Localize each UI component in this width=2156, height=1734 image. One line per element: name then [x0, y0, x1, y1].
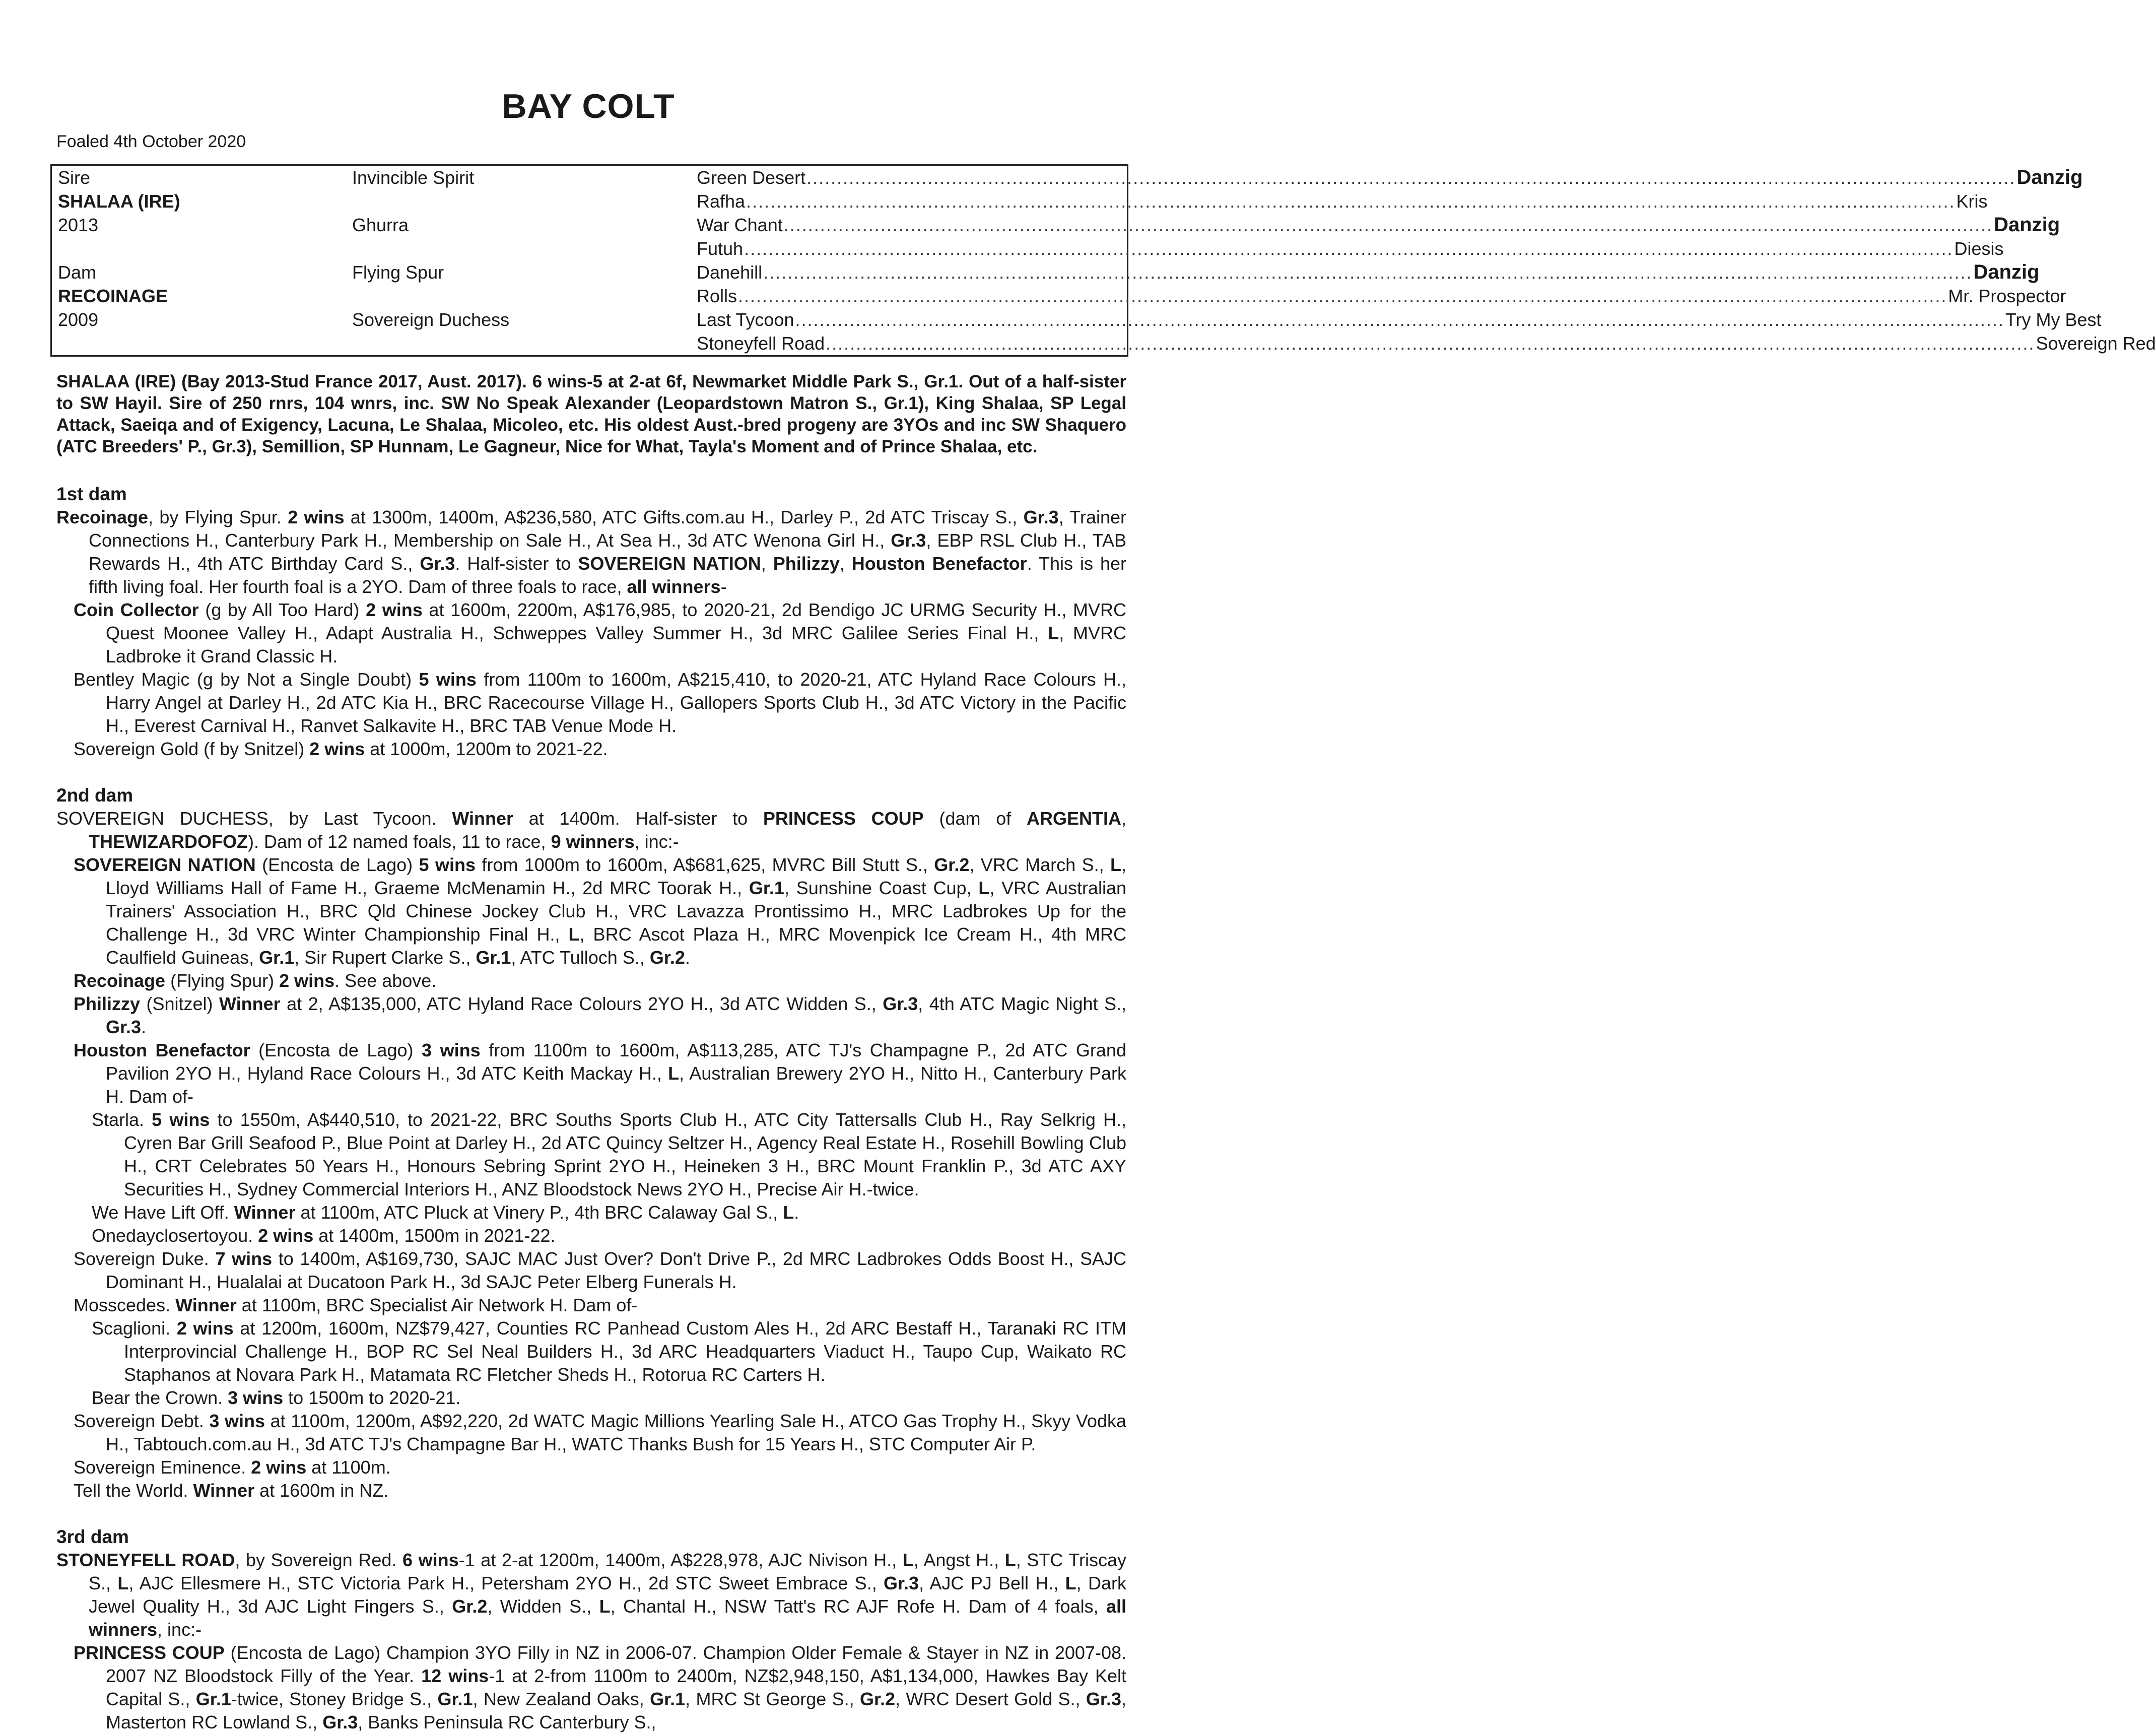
section-heading: 2nd dam: [56, 785, 133, 806]
ancestor-name: Green Desert: [697, 167, 806, 188]
text-run: SHALAA (IRE) (Bay 2013-Stud France 2017, Aust. 2017). 6 wins-5 at 2-at 6f, Newmarket Middle Park S., Gr.1. Out of a half-sister to SW Hayil. Sire of 250 rnrs, 104 wnrs, inc. SW No Speak Alexander (Leopardstown Matron S., Gr.1), King Shalaa, SP Legal Attack, Saeiqa and of Exigency, Lacuna, Le Shalaa, Micoleo, etc. His oldest Aust.-bred progeny are 3YOs and inc SW Shaquero (ATC Breeders' P., Gr.3), Semillion, SP Hunnam, Le Gagneur, Nice for What, Tayla's Moment and of Prince Shalaa, etc.: [56, 372, 1126, 456]
text-run: ). Dam of 12 named foals, 11 to race,: [247, 831, 551, 852]
foaling-date: Foaled 4th October 2020: [56, 132, 246, 151]
text-run: STONEYFELL ROAD: [56, 1550, 235, 1570]
text-run: Scaglioni.: [92, 1318, 177, 1339]
pedigree-gen1-cell: 2009: [58, 309, 99, 330]
progeny-entry: [92, 1386, 1126, 1410]
text-run: at 1600m, 2200m, A$176,985, to 2020-21, 2d Bendigo JC URMG Security H., MVRC Quest Moonee Valley H., Adapt Australia H., Schweppes Valley Summer H., 3d MRC Galilee Series Final H.,: [106, 599, 1126, 643]
text-run: (Encosta de Lago): [255, 854, 419, 875]
text-run: Gr.1: [437, 1689, 473, 1709]
text-run: L: [1004, 1550, 1016, 1570]
text-run: SOVEREIGN DUCHESS, by Last Tycoon.: [56, 808, 452, 829]
text-run: 2 wins: [288, 507, 345, 527]
text-run: Winner: [175, 1295, 237, 1315]
text-run: Gr.1: [749, 878, 784, 898]
text-run: (g by All Too Hard): [198, 599, 366, 620]
section-heading: 3rd dam: [56, 1526, 129, 1547]
text-run: -1 at 2-from 1100m to 2400m, NZ$2,948,150, A$1,134,000, Hawkes Bay Kelt Capital S.,: [106, 1665, 1127, 1709]
text-run: . This is her fifth living foal. Her fourth foal is a 2YO. Dam of three foals to race,: [89, 553, 1127, 597]
text-run: Gr.3: [891, 530, 926, 551]
ancestor-name: Last Tycoon: [697, 309, 794, 330]
text-run: , STC Triscay S.,: [89, 1550, 1126, 1593]
progeny-entry: [74, 1247, 1126, 1294]
pedigree-row: [51, 284, 1128, 308]
text-run: Philizzy: [773, 553, 840, 574]
text-run: , WRC Desert Gold S.,: [895, 1689, 1086, 1709]
ancestor-name: Rafha: [697, 191, 746, 212]
pedigree-gen3-cell: [691, 308, 2102, 331]
pedigree-gen1-cell: RECOINAGE: [58, 286, 168, 306]
ancestor-sire: Try My Best: [2005, 309, 2102, 330]
dam-entry: [56, 807, 1126, 853]
pedigree-table-body: [51, 165, 2156, 356]
text-run: at 1100m, ATC Pluck at Vinery P., 4th BRC Calaway Gal S.,: [295, 1202, 783, 1223]
pedigree-gen1-cell: 2013: [58, 215, 99, 235]
text-run: at 1000m, 1200m to 2021-22.: [365, 739, 608, 759]
text-run: (Flying Spur): [165, 970, 280, 991]
text-run: 2 wins: [309, 739, 365, 759]
text-run: L: [599, 1596, 611, 1617]
text-run: PRINCESS COUP: [74, 1642, 225, 1663]
text-run: .: [794, 1202, 799, 1223]
text-run: Winner: [452, 808, 513, 829]
text-run: at 1400m. Half-sister to: [513, 808, 763, 829]
text-run: ARGENTIA: [1027, 808, 1121, 829]
ancestor-name: War Chant: [697, 215, 783, 235]
pedigree-details: [56, 371, 1126, 1734]
text-run: from 1100m to 1600m, A$113,285, ATC TJ's Champagne P., 2d ATC Grand Pavilion 2YO H., Hyland Race Colours H., 3d ATC Keith Mackay H.,: [106, 1040, 1126, 1084]
text-run: , Sunshine Coast Cup,: [784, 878, 979, 898]
text-run: Gr.2: [452, 1596, 488, 1617]
pedigree-gen3-cell: [691, 237, 2004, 260]
ancestor-sire: Diesis: [1954, 238, 2004, 259]
text-run: THEWIZARDOFOZ: [89, 831, 248, 852]
text-run: , AJC Ellesmere H., STC Victoria Park H., Petersham 2YO H., 2d STC Sweet Embrace S.,: [128, 1573, 884, 1593]
pedigree-gen2-cell: Flying Spur: [352, 262, 444, 283]
text-run: at 1600m in NZ.: [254, 1480, 389, 1501]
text-run: Gr.1: [476, 947, 511, 968]
pedigree-gen1-cell: SHALAA (IRE): [58, 191, 180, 212]
text-run: , MVRC Ladbroke it Grand Classic H.: [106, 623, 1126, 666]
text-run: , Masterton RC Lowland S.,: [106, 1689, 1126, 1732]
leader-dots: ........................................................................................................................................................................................................: [806, 167, 2016, 188]
leader-dots: ........................................................................................................................................................................................................: [795, 309, 2004, 330]
text-run: L: [902, 1550, 914, 1570]
text-run: L: [668, 1063, 680, 1084]
ancestor-sire: Kris: [1956, 191, 1988, 212]
text-run: Gr.1: [195, 1689, 231, 1709]
text-run: Onedayclosertoyou.: [92, 1225, 258, 1246]
text-run: Gr.3: [322, 1712, 358, 1732]
text-run: PRINCESS COUP: [763, 808, 924, 829]
text-run: , MRC St George S.,: [685, 1689, 860, 1709]
text-run: , BRC Ascot Plaza H., MRC Movenpick Ice Cream H., 4th MRC Caulfield Guineas,: [106, 924, 1127, 968]
text-run: to 1400m, A$169,730, SAJC MAC Just Over? Don't Drive P., 2d MRC Ladbrokes Odds Boost H., SAJC Dominant H., Hualalai at Ducatoon Park H., 3d SAJC Peter Elberg Funerals H.: [106, 1248, 1126, 1292]
text-run: Sovereign Eminence.: [74, 1457, 251, 1478]
progeny-entry: [74, 1456, 1126, 1479]
text-run: Recoinage: [56, 507, 149, 527]
text-run: Tell the World.: [74, 1480, 193, 1501]
pedigree-gen1-cell: [51, 237, 347, 260]
pedigree-gen3-cell: [691, 165, 2083, 190]
text-run: (Encosta de Lago): [250, 1040, 422, 1060]
text-run: , ATC Tulloch S.,: [511, 947, 650, 968]
text-run: 2 wins: [251, 1457, 307, 1478]
pedigree-row: [51, 213, 1128, 237]
text-run: Sovereign Debt.: [74, 1411, 210, 1431]
pedigree-gen3-cell: [691, 189, 1988, 213]
text-run: Gr.3: [106, 1017, 142, 1037]
text-run: all winners: [627, 576, 721, 597]
text-run: , inc:-: [157, 1619, 202, 1640]
text-run: . See above.: [334, 970, 437, 991]
ancestor-sire: Danzig: [1994, 214, 2060, 236]
pedigree-gen2-cell: Ghurra: [352, 215, 409, 235]
text-run: Gr.3: [883, 993, 918, 1014]
text-run: SOVEREIGN NATION: [74, 854, 256, 875]
progeny-entry: [92, 1108, 1126, 1201]
text-run: -twice, Stoney Bridge S.,: [231, 1689, 438, 1709]
text-run: Mosscedes.: [74, 1295, 176, 1315]
pedigree-row: [51, 331, 1128, 356]
progeny-entry: [74, 992, 1126, 1039]
text-run: all winners: [89, 1596, 1126, 1640]
text-run: , Chantal H., NSW Tatt's RC AJF Rofe H. Dam of 4 foals,: [610, 1596, 1106, 1617]
text-run: Houston Benefactor: [74, 1040, 250, 1060]
text-run: 5 wins: [419, 669, 477, 690]
text-run: Houston Benefactor: [851, 553, 1027, 574]
text-run: Gr.2: [860, 1689, 896, 1709]
text-run: We Have Lift Off.: [92, 1202, 234, 1223]
pedigree-gen2-cell: Invincible Spirit: [352, 167, 475, 188]
text-run: at 1100m, BRC Specialist Air Network H. Dam of-: [236, 1295, 638, 1315]
text-run: 12 wins: [421, 1665, 489, 1686]
pedigree-gen3-cell: [691, 331, 2156, 356]
text-run: from 1100m to 1600m, A$215,410, to 2020-21, ATC Hyland Race Colours H., Harry Angel at Darley H., 2d ATC Kia H., BRC Racecourse Village H., Gallopers Sports Club H., 3d ATC Victory in the Pacific H., Everest Carnival H., Ranvet Salkavite H., BRC TAB Venue Mode H.: [106, 669, 1126, 736]
text-run: , Angst H.,: [913, 1550, 1005, 1570]
text-run: 5 wins: [152, 1109, 210, 1130]
text-run: 5 wins: [419, 854, 476, 875]
progeny-entry: [92, 1317, 1126, 1386]
progeny-entry: [74, 1479, 1126, 1502]
text-run: Gr.2: [934, 854, 970, 875]
pedigree-row: [51, 165, 1128, 190]
text-run: Philizzy: [74, 993, 141, 1014]
text-run: , Trainer Connections H., Canterbury Park H., Membership on Sale H., At Sea H., 3d ATC Wenona Girl H.,: [89, 507, 1127, 551]
text-run: Bentley Magic (g by Not a Single Doubt): [74, 669, 419, 690]
pedigree-row: [51, 237, 1128, 260]
text-run: Winner: [219, 993, 281, 1014]
text-run: , VRC Australian Trainers' Association H., BRC Qld Chinese Jockey Club H., VRC Lavazza Prontissimo H., MRC Ladbrokes Up for the Challenge H., 3d VRC Winter Championship Final H.,: [106, 878, 1126, 945]
text-run: , Lloyd Williams Hall of Fame H., Graeme McMenamin H., 2d MRC Toorak H.,: [106, 854, 1126, 898]
pedigree-row: [51, 189, 1128, 213]
text-run: 6 wins: [402, 1550, 459, 1570]
ancestor-name: Futuh: [697, 238, 744, 259]
text-run: Recoinage: [74, 970, 166, 991]
text-run: , Banks Peninsula RC Canterbury S.,: [358, 1712, 656, 1732]
text-run: L: [1065, 1573, 1076, 1593]
pedigree-gen3-cell: [691, 284, 2066, 308]
text-run: Gr.3: [1023, 507, 1059, 527]
text-run: 9 winners: [551, 831, 635, 852]
text-run: Starla.: [92, 1109, 152, 1130]
progeny-entry: [74, 969, 1126, 992]
text-run: 3 wins: [228, 1387, 284, 1408]
ancestor-sire: Danzig: [2016, 166, 2083, 188]
progeny-entry: [74, 738, 1126, 761]
text-run: to 1550m, A$440,510, to 2021-22, BRC Souths Sports Club H., ATC City Tattersalls Club H., Ray Selkrig H., Cyren Bar Grill Seafood P., Blue Point at Darley H., 2d ATC Quincy Seltzer H., Agency Real Estate H., Rosehill Bowling Club H., CRT Celebrates 50 Years H., Honours Sebring Sprint 2YO H., Heineken 3 H., BRC Mount Franklin P., 3d ATC AXY Securities H., Sydney Commercial Interiors H., ANZ Bloodstock News 2YO H., Precise Air H.-twice.: [124, 1109, 1126, 1199]
ancestor-sire: Danzig: [1973, 261, 2040, 283]
pedigree-row: [51, 260, 1128, 284]
text-run: , Australian Brewery 2YO H., Nitto H., Canterbury Park H. Dam of-: [106, 1063, 1126, 1107]
text-run: Gr.1: [650, 1689, 686, 1709]
text-run: 3 wins: [422, 1040, 481, 1060]
pedigree-gen2-cell: [346, 331, 691, 356]
leader-dots: ........................................................................................................................................................................................................: [744, 238, 1953, 259]
text-run: , 4th ATC Magic Night S.,: [918, 993, 1126, 1014]
text-run: Coin Collector: [74, 599, 199, 620]
text-run: L: [1110, 854, 1121, 875]
text-run: , Dark Jewel Quality H., 3d AJC Light Fingers S.,: [89, 1573, 1126, 1617]
leader-dots: ........................................................................................................................................................................................................: [738, 286, 1947, 306]
leader-dots: ........................................................................................................................................................................................................: [826, 333, 2035, 354]
text-run: Sovereign Duke.: [74, 1248, 216, 1269]
text-run: 2 wins: [279, 970, 335, 991]
progeny-entry: [74, 1410, 1126, 1456]
text-run: .: [141, 1017, 147, 1037]
progeny-entry: [74, 1294, 1126, 1317]
text-run: at 1200m, 1600m, NZ$79,427, Counties RC Panhead Custom Ales H., 2d ARC Bestaff H., Taranaki RC ITM Interprovincial Challenge H., BOP RC Sel Neal Builders H., 3d ARC Headquarters Viaduct H., Taupo Cup, Waikato RC Staphanos at Novara Park H., Matamata RC Fletcher Sheds H., Rotorua RC Carters H.: [124, 1318, 1126, 1385]
leader-dots: ........................................................................................................................................................................................................: [783, 215, 1993, 235]
text-run: ,: [1121, 808, 1127, 829]
text-run: 2 wins: [258, 1225, 314, 1246]
text-run: (dam of: [923, 808, 1027, 829]
progeny-entry: [74, 598, 1126, 668]
progeny-entry: [74, 1641, 1126, 1734]
text-run: , by Flying Spur.: [148, 507, 288, 527]
text-run: ,: [761, 553, 773, 574]
text-run: Winner: [234, 1202, 296, 1223]
leader-dots: ........................................................................................................................................................................................................: [763, 262, 1973, 283]
section-heading: 1st dam: [56, 484, 127, 504]
text-run: Gr.3: [884, 1573, 919, 1593]
text-run: Gr.3: [1086, 1689, 1121, 1709]
ancestor-sire: Sovereign Red: [2036, 333, 2156, 354]
text-run: Gr.1: [259, 947, 295, 968]
text-run: 7 wins: [215, 1248, 273, 1269]
ancestor-sire: Mr. Prospector: [1948, 286, 2066, 306]
page-title: BAY COLT: [502, 87, 675, 125]
text-run: -1 at 2-at 1200m, 1400m, A$228,978, AJC Nivison H.,: [458, 1550, 903, 1570]
text-run: Gr.3: [420, 553, 455, 574]
text-run: at 1400m, 1500m in 2021-22.: [313, 1225, 556, 1246]
pedigree-gen2-cell: Sovereign Duchess: [352, 309, 510, 330]
pedigree-table: [50, 164, 2156, 357]
text-run: , EBP RSL Club H., TAB Rewards H., 4th ATC Birthday Card S.,: [89, 530, 1126, 574]
text-run: at 1100m, 1200m, A$92,220, 2d WATC Magic Millions Yearling Sale H., ATCO Gas Trophy H., Skyy Vodka H., Tabtouch.com.au H., 3d ATC TJ's Champagne Bar H., WATC Thanks Bush for 15 Years H., STC Computer Air P.: [106, 1411, 1126, 1454]
pedigree-gen2-cell: [346, 189, 691, 213]
pedigree-gen1-cell: [51, 331, 347, 356]
text-run: Winner: [193, 1480, 255, 1501]
text-run: , New Zealand Oaks,: [473, 1689, 650, 1709]
progeny-entry: [92, 1201, 1126, 1224]
progeny-entry: [92, 1224, 1126, 1247]
dam-entry: [56, 506, 1126, 598]
text-run: from 1000m to 1600m, A$681,625, MVRC Bill Stutt S.,: [475, 854, 934, 875]
text-run: , inc:-: [634, 831, 679, 852]
text-run: 2 wins: [176, 1318, 234, 1339]
text-run: , by Sovereign Red.: [235, 1550, 402, 1570]
progeny-entry: [74, 1039, 1126, 1108]
text-run: at 1300m, 1400m, A$236,580, ATC Gifts.com.au H., Darley P., 2d ATC Triscay S.,: [344, 507, 1024, 527]
text-run: Sovereign Gold (f by Snitzel): [74, 739, 310, 759]
text-run: 3 wins: [209, 1411, 265, 1431]
pedigree-row: [51, 308, 1128, 331]
pedigree-gen2-cell: [346, 237, 691, 260]
ancestor-name: Stoneyfell Road: [697, 333, 825, 354]
text-run: .: [685, 947, 690, 968]
dam-entry: [56, 1549, 1126, 1641]
text-run: , Sir Rupert Clarke S.,: [294, 947, 476, 968]
text-run: , Widden S.,: [487, 1596, 599, 1617]
progeny-entry: [74, 853, 1126, 969]
text-run: . Half-sister to: [455, 553, 578, 574]
progeny-entry: [74, 668, 1126, 738]
text-run: to 1500m to 2020-21.: [283, 1387, 461, 1408]
leader-dots: ........................................................................................................................................................................................................: [746, 191, 1956, 212]
text-run: L: [568, 924, 580, 945]
text-run: at 2, A$135,000, ATC Hyland Race Colours 2YO H., 3d ATC Widden S.,: [280, 993, 883, 1014]
text-run: 2 wins: [366, 599, 423, 620]
text-run: L: [117, 1573, 129, 1593]
text-run: , VRC March S.,: [969, 854, 1110, 875]
pedigree-gen1-cell: Sire: [58, 167, 91, 188]
pedigree-gen2-cell: [346, 284, 691, 308]
text-run: L: [783, 1202, 794, 1223]
text-run: , AJC PJ Bell H.,: [919, 1573, 1065, 1593]
pedigree-gen3-cell: [691, 213, 2060, 237]
ancestor-name: Rolls: [697, 286, 737, 306]
text-run: L: [1048, 623, 1059, 643]
text-run: Gr.2: [649, 947, 685, 968]
text-run: -: [720, 576, 727, 597]
sire-summary: [56, 371, 1126, 457]
text-run: L: [978, 878, 990, 898]
pedigree-gen1-cell: Dam: [58, 262, 97, 283]
ancestor-name: Danehill: [697, 262, 763, 283]
text-run: SOVEREIGN NATION: [578, 553, 761, 574]
text-run: Bear the Crown.: [92, 1387, 228, 1408]
text-run: ,: [839, 553, 852, 574]
text-run: (Snitzel): [140, 993, 219, 1014]
pedigree-gen3-cell: [691, 260, 2040, 284]
text-run: at 1100m.: [306, 1457, 391, 1478]
text-run: (Encosta de Lago) Champion 3YO Filly in NZ in 2006-07. Champion Older Female & Stayer in NZ in 2007-08. 2007 NZ Bloodstock Filly of the Year.: [106, 1642, 1126, 1686]
